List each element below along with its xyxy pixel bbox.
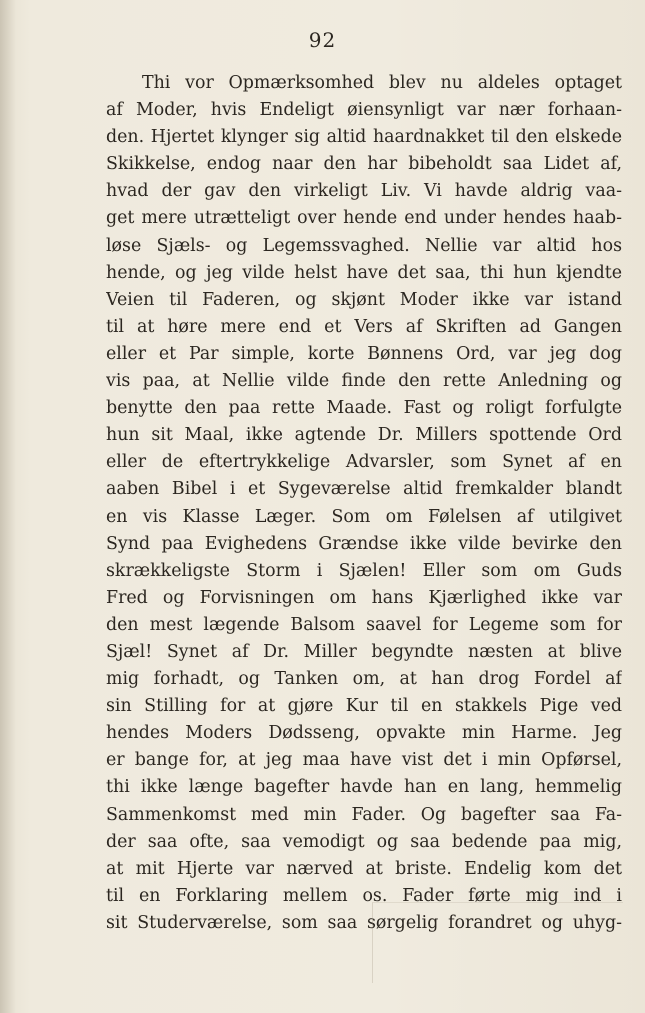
text-line: hendes Moders Dødsseng, opvakte min Harme. Jeg bbox=[106, 723, 622, 744]
text-line: hvad der gav den virkeligt Liv. Vi havde aldrig vaa- bbox=[106, 181, 622, 202]
text-line: er bange for, at jeg maa have vist det i min Opførsel, bbox=[106, 750, 622, 771]
text-line: Synd paa Evighedens Grændse ikke vilde bevirke den bbox=[106, 533, 622, 554]
text-line: til en Forklaring mellem os. Fader førte mig ind i bbox=[106, 885, 622, 906]
text-line: at mit Hjerte var nærved at briste. Endelig kom det bbox=[106, 858, 622, 879]
text-line: vis paa, at Nellie vilde finde den rette Anledning og bbox=[106, 371, 622, 392]
text-line: hende, og jeg vilde helst have det saa, thi hun kjendte bbox=[106, 262, 622, 283]
gutter-shadow bbox=[0, 0, 16, 1013]
text-line: Skikkelse, endog naar den har bibeholdt saa Lidet af, bbox=[106, 154, 622, 175]
text-line: løse Sjæls- og Legemssvaghed. Nellie var altid hos bbox=[106, 235, 622, 256]
text-line: mig forhadt, og Tanken om, at han drog Fordel af bbox=[106, 669, 622, 690]
text-line: thi ikke længe bagefter havde han en lang, hemmelig bbox=[106, 777, 622, 798]
text-line: eller et Par simple, korte Bønnens Ord, var jeg dog bbox=[106, 343, 622, 364]
text-line: Fred og Forvisningen om hans Kjærlighed ikke var bbox=[106, 587, 622, 608]
text-line: Sjæl! Synet af Dr. Miller begyndte næsten at blive bbox=[106, 641, 622, 662]
text-line: til at høre mere end et Vers af Skriften ad Gangen bbox=[106, 316, 622, 337]
page-number: 92 bbox=[308, 28, 337, 52]
text-line: der saa ofte, saa vemodigt og saa bedende paa mig, bbox=[106, 831, 622, 852]
text-line: sin Stilling for at gjøre Kur til en stakkels Pige ved bbox=[106, 696, 622, 717]
text-line: eller de eftertrykkelige Advarsler, som Synet af en bbox=[106, 452, 622, 473]
text-line: skrækkeligste Storm i Sjælen! Eller som om Guds bbox=[106, 560, 622, 581]
text-line: Sammenkomst med min Fader. Og bagefter saa Fa- bbox=[106, 804, 622, 825]
paper-stain bbox=[372, 902, 623, 983]
text-line: Veien til Faderen, og skjønt Moder ikke var istand bbox=[106, 289, 622, 310]
text-line: den mest lægende Balsom saavel for Legeme som for bbox=[106, 614, 622, 635]
text-line: den. Hjertet klynger sig altid haardnakket til den elskede bbox=[106, 127, 622, 148]
text-line: af Moder, hvis Endeligt øiensynligt var nær forhaan- bbox=[106, 100, 622, 121]
text-line: Thi vor Opmærksomhed blev nu aldeles optaget bbox=[142, 73, 622, 93]
text-line: get mere utrætteligt over hende end under hendes haab- bbox=[106, 208, 622, 229]
text-line: en vis Klasse Læger. Som om Følelsen af utilgivet bbox=[106, 506, 622, 527]
text-line: sit Studerværelse, som saa sørgelig forandret og uhyg- bbox=[106, 912, 622, 933]
text-line: benytte den paa rette Maade. Fast og roligt forfulgte bbox=[106, 398, 622, 419]
text-line: aaben Bibel i et Sygeværelse altid fremkalder blandt bbox=[106, 479, 622, 500]
text-line: hun sit Maal, ikke agtende Dr. Millers spottende Ord bbox=[106, 425, 622, 446]
body-text bbox=[106, 70, 622, 937]
